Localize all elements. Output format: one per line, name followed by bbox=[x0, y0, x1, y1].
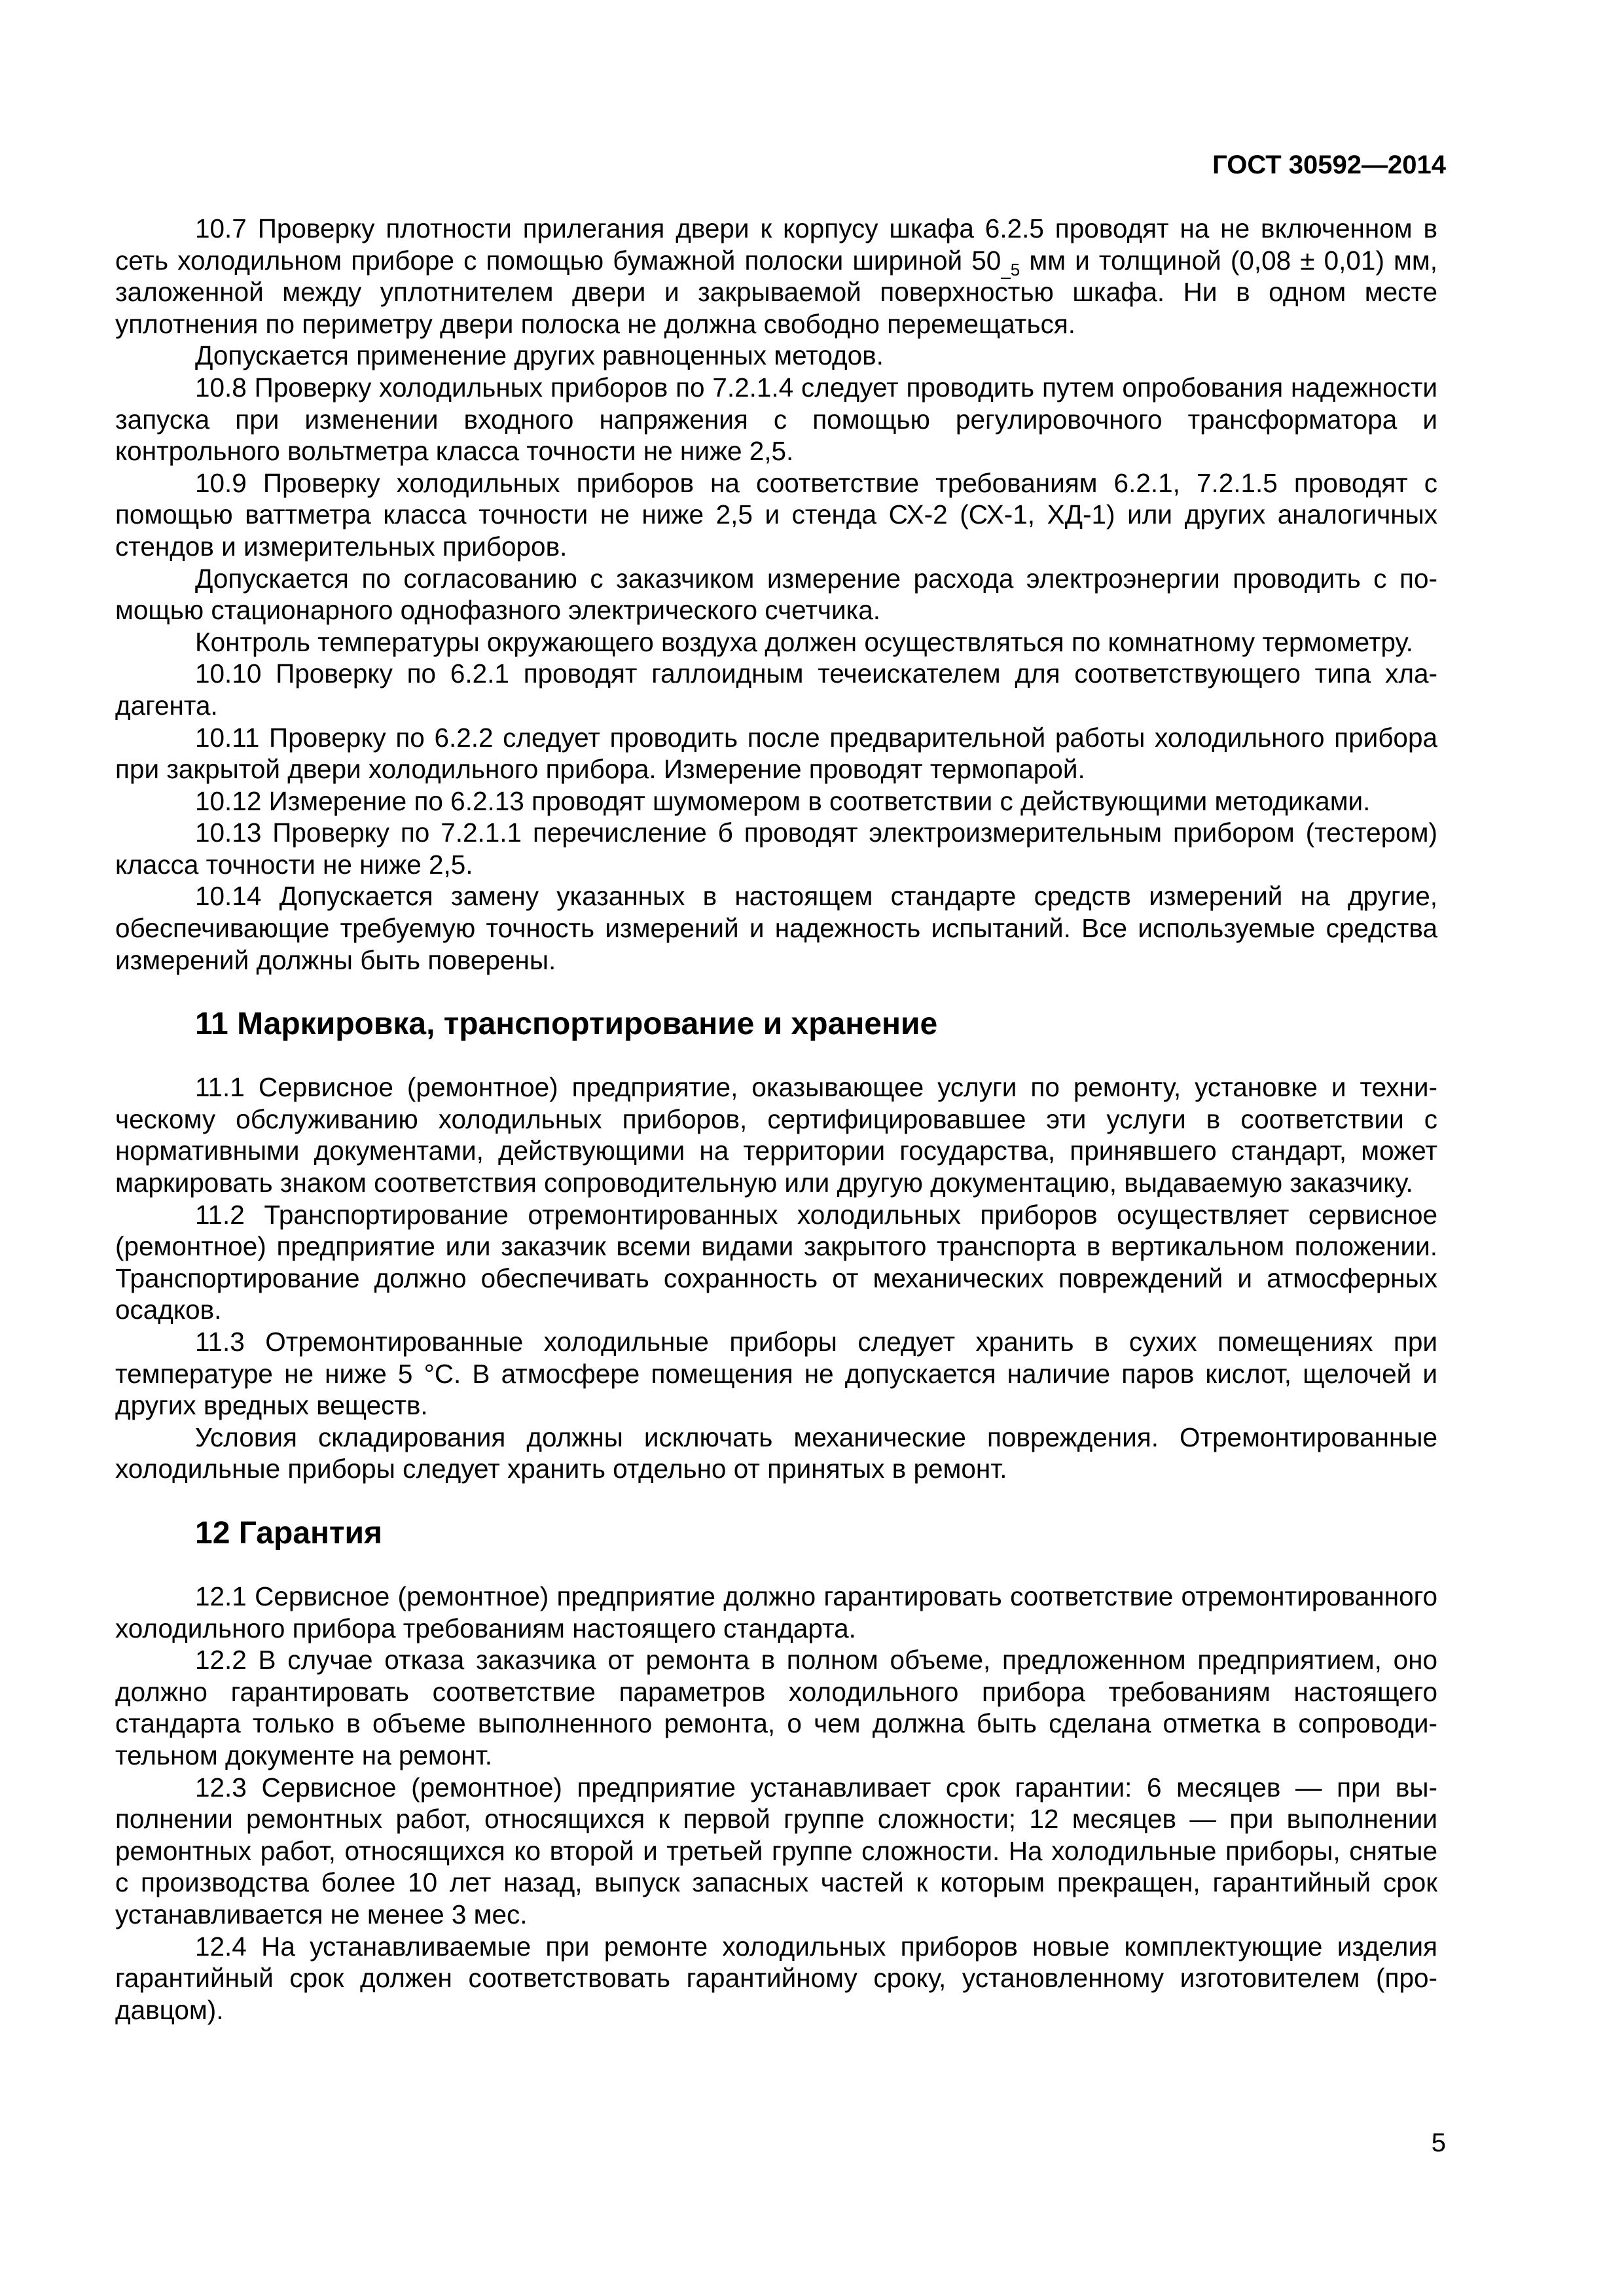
paragraph-10-9-control: Контроль температуры окружающего воздуха должен осуществляться по комнатному термометру. bbox=[195, 626, 1413, 657]
document-code: ГОСТ 30592—2014 bbox=[1212, 151, 1446, 179]
paragraph-10-9-note: Допускается по согласованию с заказчиком измерение расхода электроэнергии проводить с помощью стационарного однофазного электрического счетчика. bbox=[115, 563, 1437, 626]
paragraph-12-4: 12.4 На устанавливаемые при ремонте холодильных приборов новые комплектующие изделия гарантийный срок должен соответствовать гарантийному сроку, установленному изготовителем (продавцом). bbox=[115, 1931, 1437, 2025]
paragraph-11-3-storage: Условия складирования должны исключать механические повреждения. Отремонтированные холодильные приборы следует хранить отдельно от принятых в ремонт. bbox=[115, 1422, 1437, 1484]
paragraph-12-1: 12.1 Сервисное (ремонтное) предприятие должно гарантировать соответствие отремонтированного холодильного прибора требованиям настоящего стандарта. bbox=[115, 1581, 1437, 1643]
paragraph-12-2: 12.2 В случае отказа заказчика от ремонта в полном объеме, предложенном предприятием, оно должно гарантировать соответствие параметров холодильного прибора требованиям настоящего стандарта только в объеме выполненного ремонта, о чем должна быть сделана отметка в сопроводительном документе на ремонт. bbox=[115, 1645, 1437, 1770]
paragraph-10-14: 10.14 Допускается замену указанных в настоящем стандарте средств измерений на другие, обеспечивающие требуемую точность измерений и надежность испытаний. Все используемые средства измерений должны быть поверены. bbox=[115, 881, 1437, 975]
paragraph-11-2: 11.2 Транспортирование отремонтированных холодильных приборов осуществляет сервисное (ремонтное) предприятие или заказчик всеми видами закрытого транспорта в вертикальном положении. Транспортирование должно обеспечивать сохранность от механических повреждений и атмосферных осадков. bbox=[115, 1199, 1437, 1325]
page-number: 5 bbox=[1431, 2128, 1446, 2157]
paragraph-10-7: 10.7 Проверку плотности прилегания двери к корпусу шкафа 6.2.5 проводят на не включенном в сеть холодильном приборе с помощью бумажной полоски шириной $50_{\_5}$ мм и толщиной (0,08 ± 0,01) мм, заложенной между уплотнителем двери и закрываемой поверхностью шкафа. Ни в одном месте уплотнения по периметру двери полоска не должна свободно перемещаться. bbox=[115, 213, 1437, 339]
section-11-title: 11 Маркировка, транспортирование и хранение bbox=[195, 1007, 938, 1042]
paragraph-11-3: 11.3 Отремонтированные холодильные приборы следует хранить в сухих помещениях при температуре не ниже 5 °С. В атмосфере помещения не допускается наличие паров кислот, щелочей и других вредных веществ. bbox=[115, 1327, 1437, 1421]
page-body bbox=[115, 213, 1437, 2026]
section-12-title: 12 Гарантия bbox=[195, 1515, 383, 1551]
paragraph-10-9: 10.9 Проверку холодильных приборов на соответствие требованиям 6.2.1, 7.2.1.5 проводят с помощью ваттметра класса точности не ниже 2,5 и стенда СХ-2 (СХ-1, ХД-1) или других аналогичных стендов и измерительных приборов. bbox=[115, 467, 1437, 562]
paragraph-10-10: 10.10 Проверку по 6.2.1 проводят галлоидным течеискателем для соответствующего типа хладагента. bbox=[115, 658, 1437, 721]
paragraph-12-3: 12.3 Сервисное (ремонтное) предприятие устанавливает срок гарантии: 6 месяцев — при выполнении ремонтных работ, относящихся к первой группе сложности; 12 месяцев — при выполнении ремонтных работ, относящихся ко второй и третьей группе сложности. На холодильные приборы, снятые с производства более 10 лет назад, выпуск запасных частей к которым прекращен, гарантийный срок устанавливается не менее 3 мес. bbox=[115, 1772, 1437, 1929]
paragraph-10-12: 10.12 Измерение по 6.2.13 проводят шумомером в соответствии с действующими методиками. bbox=[195, 785, 1371, 816]
paragraph-10-7-note: Допускается применение других равноценных методов. bbox=[195, 340, 884, 371]
paragraph-11-1: 11.1 Сервисное (ремонтное) предприятие, оказывающее услуги по ремонту, установке и техническому обслуживанию холодильных приборов, сертифицировавшее эти услуги в соответствии с нормативными документами, действующими на территории государства, принявшего стандарт, может маркировать знаком соответствия сопроводительную или другую документацию, выдаваемую заказчику. bbox=[115, 1072, 1437, 1198]
paragraph-10-8: 10.8 Проверку холодильных приборов по 7.2.1.4 следует проводить путем опробования надежности запуска при изменении входного напряжения с помощью регулировочного трансформатора и контрольного вольтметра класса точности не ниже 2,5. bbox=[115, 372, 1437, 467]
paragraph-10-13: 10.13 Проверку по 7.2.1.1 перечисление б проводят электроизмерительным прибором (тестером) класса точности не ниже 2,5. bbox=[115, 817, 1437, 880]
paragraph-10-11: 10.11 Проверку по 6.2.2 следует проводить после предварительной работы холодильного прибора при закрытой двери холодильного прибора. Измерение проводят термопарой. bbox=[115, 722, 1437, 785]
